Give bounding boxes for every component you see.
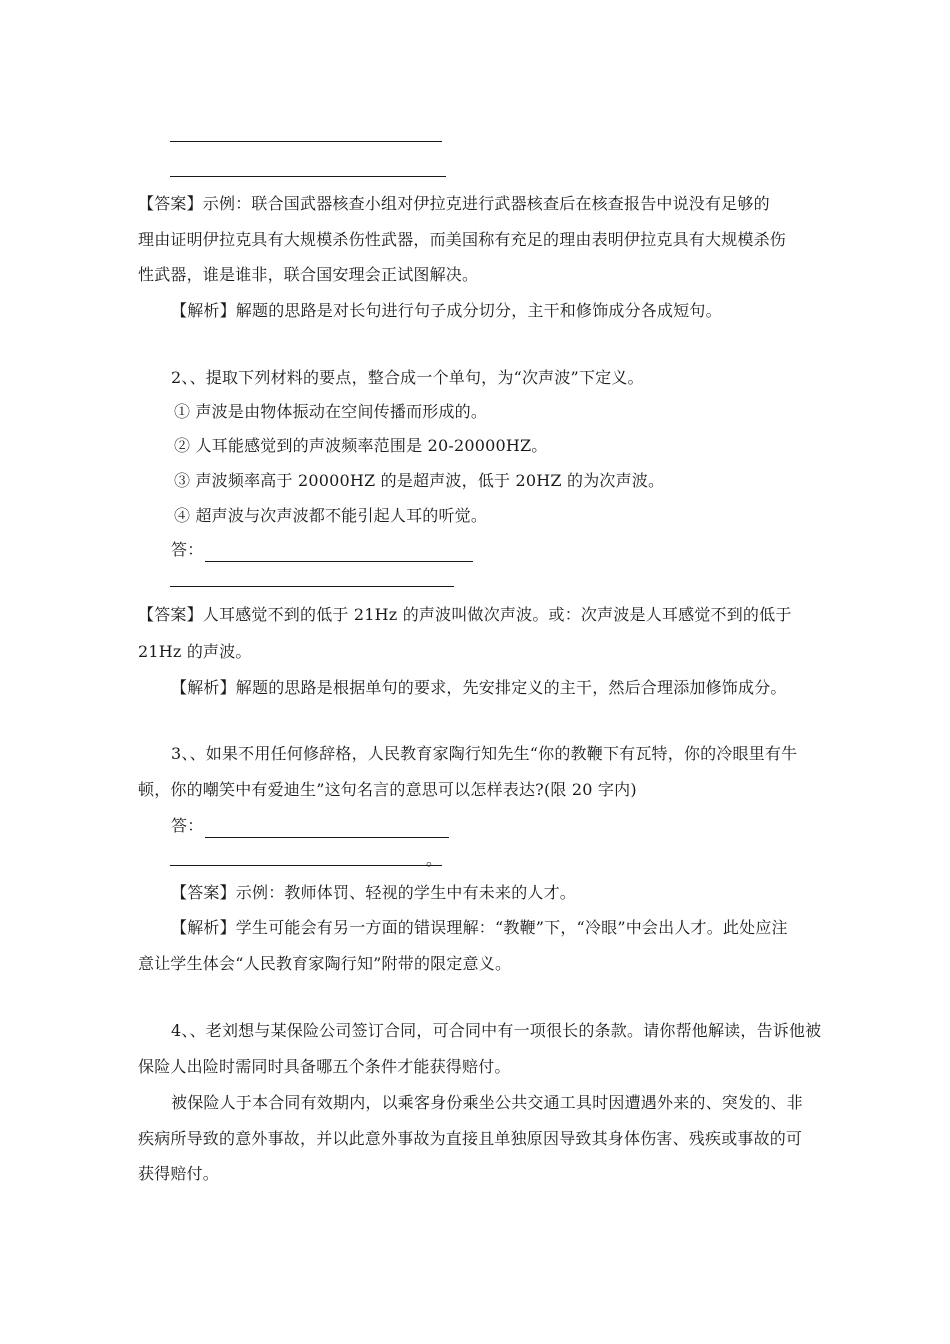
answer-blank-line[interactable] (170, 176, 446, 177)
q1-answer-line: 理由证明伊拉克具有大规模杀伤性武器，而美国称有充足的理由表明伊拉克具有大规模杀伤 (138, 230, 787, 249)
q4-clause-line: 获得赔付。 (138, 1164, 220, 1183)
q1-answer-line: 性武器，谁是谁非，联合国安理会正试图解决。 (138, 265, 479, 284)
q3-answer-row (171, 814, 847, 838)
q1-answer-line: 【答案】示例：联合国武器核查小组对伊拉克进行武器核查后在核查报告中说没有足够的 (138, 194, 770, 213)
q2-analysis: 【解析】解题的思路是根据单句的要求，先安排定义的主干，然后合理添加修饰成分。 (171, 678, 787, 697)
q3-analysis-line: 意让学生体会“人民教育家陶行知”附带的限定意义。 (138, 954, 512, 973)
q2-item: ② 人耳能感觉到的声波频率范围是 20-20000HZ。 (174, 436, 548, 455)
q2-item: ③ 声波频率高于 20000HZ 的是超声波，低于 20HZ 的为次声波。 (174, 471, 665, 490)
q2-answer-line: 【答案】人耳感觉不到的低于 21Hz 的声波叫做次声波。或：次声波是人耳感觉不到的低于 (138, 605, 792, 624)
answer-blank-line[interactable] (170, 141, 442, 142)
q3-answer: 【答案】示例：教师体罚、轻视的学生中有未来的人才。 (171, 883, 577, 902)
q3-prompt-line: 顿，你的嘲笑中有爱迪生”这句名言的意思可以怎样表达?(限 20 字内) (138, 780, 637, 799)
blank-line-suffix: 。 (426, 850, 443, 869)
q4-clause-line: 疾病所导致的意外事故，并以此意外事故为直接且单独原因导致其身体伤害、残疾或事故的可 (138, 1129, 803, 1148)
q2-prompt: 2、、提取下列材料的要点，整合成一个单句，为“次声波”下定义。 (171, 368, 644, 387)
q2-item: ④ 超声波与次声波都不能引起人耳的听觉。 (174, 506, 488, 525)
q3-analysis-line: 【解析】学生可能会有另一方面的错误理解：“教鞭”下，“冷眼”中会出人才。此处应注 (171, 918, 788, 937)
answer-blank-line[interactable] (170, 865, 442, 866)
q4-prompt-line: 保险人出险时需同时具备哪五个条件才能获得赔付。 (138, 1057, 511, 1076)
q3-prompt-line: 3、、如果不用任何修辞格，人民教育家陶行知先生“你的教鞭下有瓦特，你的冷眼里有牛 (171, 744, 798, 763)
q2-item: ① 声波是由物体振动在空间传播而形成的。 (174, 402, 488, 421)
answer-blank-line[interactable] (205, 819, 449, 838)
q2-answer-line: 21Hz 的声波。 (138, 642, 252, 661)
q1-analysis: 【解析】解题的思路是对长句进行句子成分切分，主干和修饰成分各成短句。 (171, 301, 722, 320)
q4-prompt-line: 4、、老刘想与某保险公司签订合同，可合同中有一项很长的条款。请你帮他解读，告诉他被 (171, 1021, 822, 1040)
answer-blank-line[interactable] (205, 543, 473, 562)
q2-answer-row (171, 538, 847, 562)
q4-clause-line: 被保险人于本合同有效期内，以乘客身份乘坐公共交通工具时因遭遇外来的、突发的、非 (171, 1093, 803, 1112)
answer-label: 答： (171, 540, 204, 559)
answer-label: 答： (171, 816, 204, 835)
answer-blank-line[interactable] (170, 586, 454, 587)
